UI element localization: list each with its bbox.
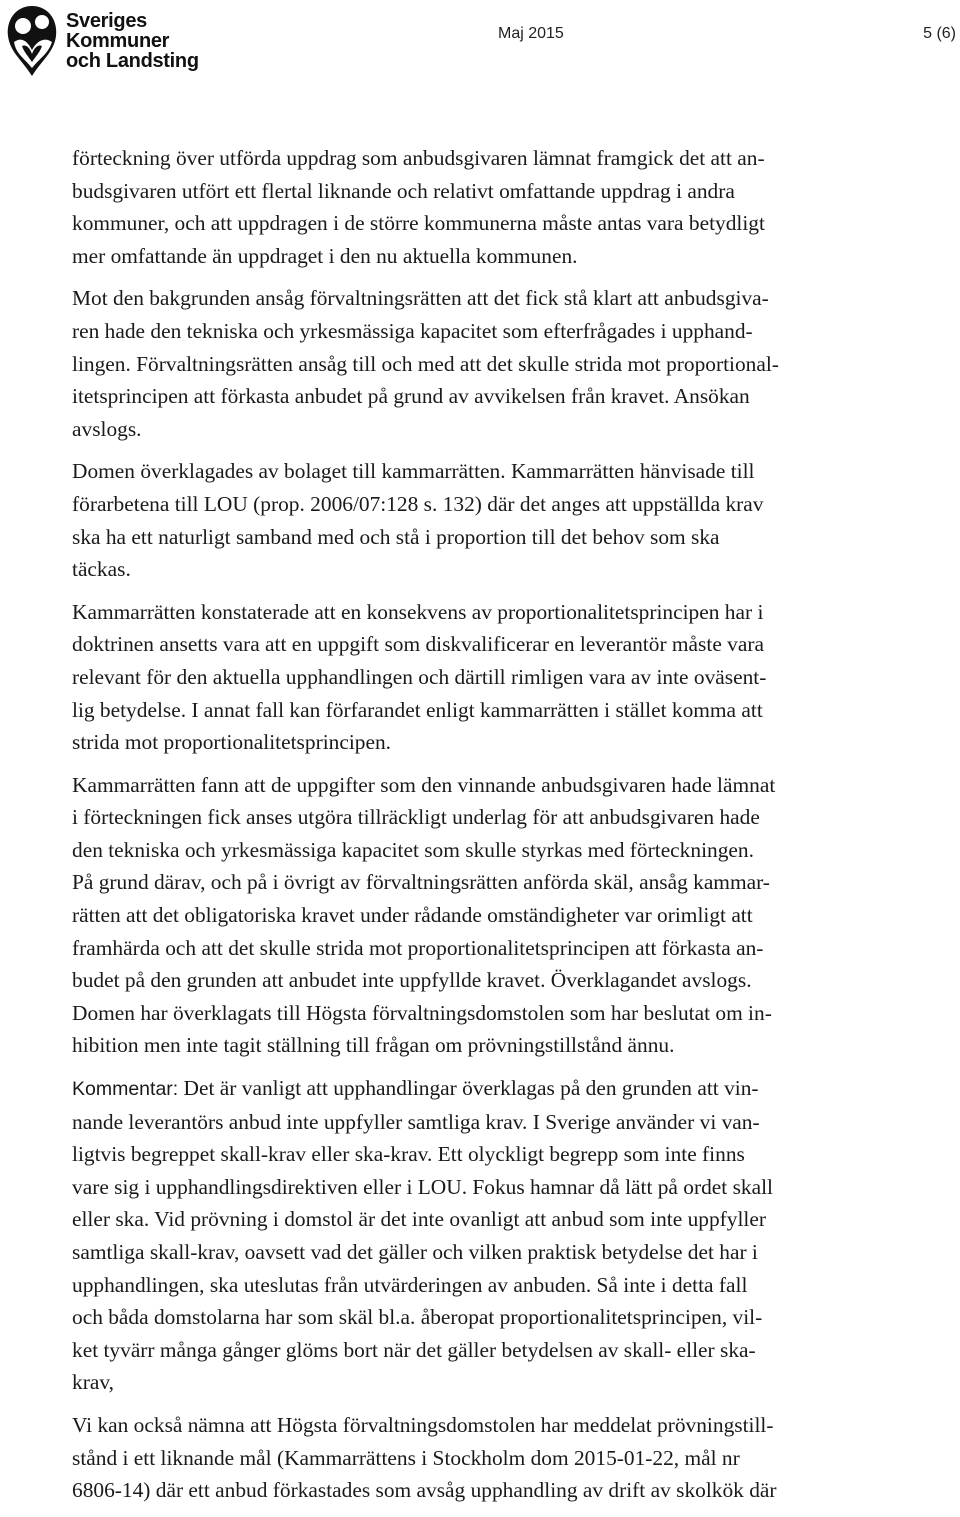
skl-logo (0, 0, 200, 80)
text-line: ren hade den tekniska och yrkesmässiga kapacitet som efterfrågades i upphand- (72, 318, 753, 343)
text-line: Domen överklagades av bolaget till kammarrätten. Kammarrätten hänvisade till (72, 459, 755, 484)
text-line: förteckning över utförda uppdrag som anbudsgivaren lämnat framgick det att an- (72, 146, 765, 170)
paragraph-1 (72, 142, 922, 272)
page-header (0, 0, 960, 90)
text-line: Domen har överklagats till Högsta förvaltningsdomstolen som har beslutat om in- (72, 1000, 772, 1025)
text-line: lingen. Förvaltningsrätten ansåg till och med att det skulle strida mot proportional- (72, 351, 779, 376)
org-name-line-1: Sveriges (66, 10, 147, 32)
text-line (72, 1072, 922, 1106)
paragraph-3 (72, 455, 922, 585)
text-line: framhärda och att det skulle strida mot proportionalitetsprincipen att förkasta an- (72, 935, 764, 960)
page-number: 5 (6) (923, 25, 956, 42)
text-line: itetsprincipen att förkasta anbudet på grund av avvikelsen från kravet. Ansökan (72, 384, 750, 409)
comment-first-line: Det är vanligt att upphandlingar överklagas på den grunden att vin- (178, 1076, 759, 1101)
text-line: i förteckningen fick anses utgöra tillräckligt underlag för att anbudsgivaren hade (72, 805, 760, 830)
text-line: nande leverantörs anbud inte uppfyller samtliga krav. I Sverige använder vi van- (72, 1109, 760, 1134)
text-line: Kammarrätten fann att de uppgifter som den vinnande anbudsgivaren hade lämnat (72, 772, 776, 797)
text-line: stånd i ett liknande mål (Kammarrättens i Stockholm dom 2015-01-22, mål nr (72, 1445, 740, 1470)
text-line: och båda domstolarna har som skäl bl.a. åberopat proportionalitetsprincipen, vil- (72, 1305, 763, 1330)
text-line: Mot den bakgrunden ansåg förvaltningsrätten att det fick stå klart att anbudsgiva- (72, 286, 769, 311)
text-line: ska ha ett naturligt samband med och stå i proportion till det behov som ska (72, 524, 720, 549)
org-name-line-3: och Landsting (66, 50, 199, 72)
org-name (66, 11, 199, 71)
text-line: förarbetena till LOU (prop. 2006/07:128 s. 132) där det anges att uppställda krav (72, 491, 764, 516)
paragraph-7 (72, 1409, 922, 1507)
document-date: Maj 2015 (498, 25, 564, 42)
text-line: ligtvis begreppet skall-krav eller ska-krav. Ett olyckligt begrepp som inte finns (72, 1142, 745, 1167)
document-body (72, 142, 922, 1517)
text-line: kommuner, och att uppdragen i de större kommunerna måste antas vara betydligt (72, 211, 765, 236)
text-line: rätten att det obligatoriska kravet under rådande omständigheter var orimligt att (72, 903, 753, 928)
text-line: den tekniska och yrkesmässiga kapacitet som skulle styrkas med förteckningen. (72, 837, 754, 862)
text-line: krav, (72, 1370, 114, 1395)
text-line: täckas. (72, 557, 131, 582)
text-line: ket tyvärr många gånger glöms bort när det gäller betydelsen av skall- eller ska- (72, 1337, 756, 1362)
text-line: vare sig i upphandlingsdirektiven eller i LOU. Fokus hamnar då lätt på ordet skall (72, 1174, 773, 1199)
comment-paragraph (72, 1072, 922, 1399)
text-line: Vi kan också nämna att Högsta förvaltningsdomstolen har meddelat prövningstill- (72, 1412, 774, 1437)
paragraph-4 (72, 596, 922, 759)
text-line: 6806-14) där ett anbud förkastades som avsåg upphandling av drift av skolkök där (72, 1478, 777, 1503)
org-name-line-2: Kommuner (66, 30, 170, 52)
skl-emblem-icon (2, 2, 62, 78)
text-line: lig betydelse. I annat fall kan förfarandet enligt kammarrätten i stället komma att (72, 697, 763, 722)
text-line: samtliga skall-krav, oavsett vad det gäller och vilken praktisk betydelse det har i (72, 1240, 758, 1264)
text-line: eller ska. Vid prövning i domstol är det inte ovanligt att anbud som inte uppfyller (72, 1207, 766, 1232)
text-line: På grund därav, och på i övrigt av förvaltningsrätten anförda skäl, ansåg kammar- (72, 870, 770, 895)
text-line: strida mot proportionalitetsprincipen. (72, 730, 392, 755)
text-line: avslogs. (72, 416, 142, 441)
paragraph-5 (72, 769, 922, 1062)
text-line: doktrinen ansetts vara att en uppgift som diskvalificerar en leverantör måste vara (72, 632, 764, 657)
paragraph-2 (72, 282, 922, 445)
comment-label: Kommentar: (72, 1078, 179, 1101)
text-line: relevant för den aktuella upphandlingen och därtill rimligen vara av inte oväsent- (72, 664, 767, 689)
text-line: upphandlingen, ska uteslutas från utvärderingen av anbuden. Så inte i detta fall (72, 1272, 748, 1297)
text-line: budet på den grunden att anbudet inte uppfyllde kravet. Överklagandet avslogs. (72, 968, 752, 993)
text-line: Kammarrätten konstaterade att en konsekvens av proportionalitetsprincipen har i (72, 599, 764, 624)
text-line: mer omfattande än uppdraget i den nu aktuella kommunen. (72, 243, 578, 268)
text-line: budsgivaren utfört ett flertal liknande och relativt omfattande uppdrag i andra (72, 178, 735, 203)
text-line: hibition men inte tagit ställning till frågan om prövningstillstånd ännu. (72, 1033, 675, 1058)
